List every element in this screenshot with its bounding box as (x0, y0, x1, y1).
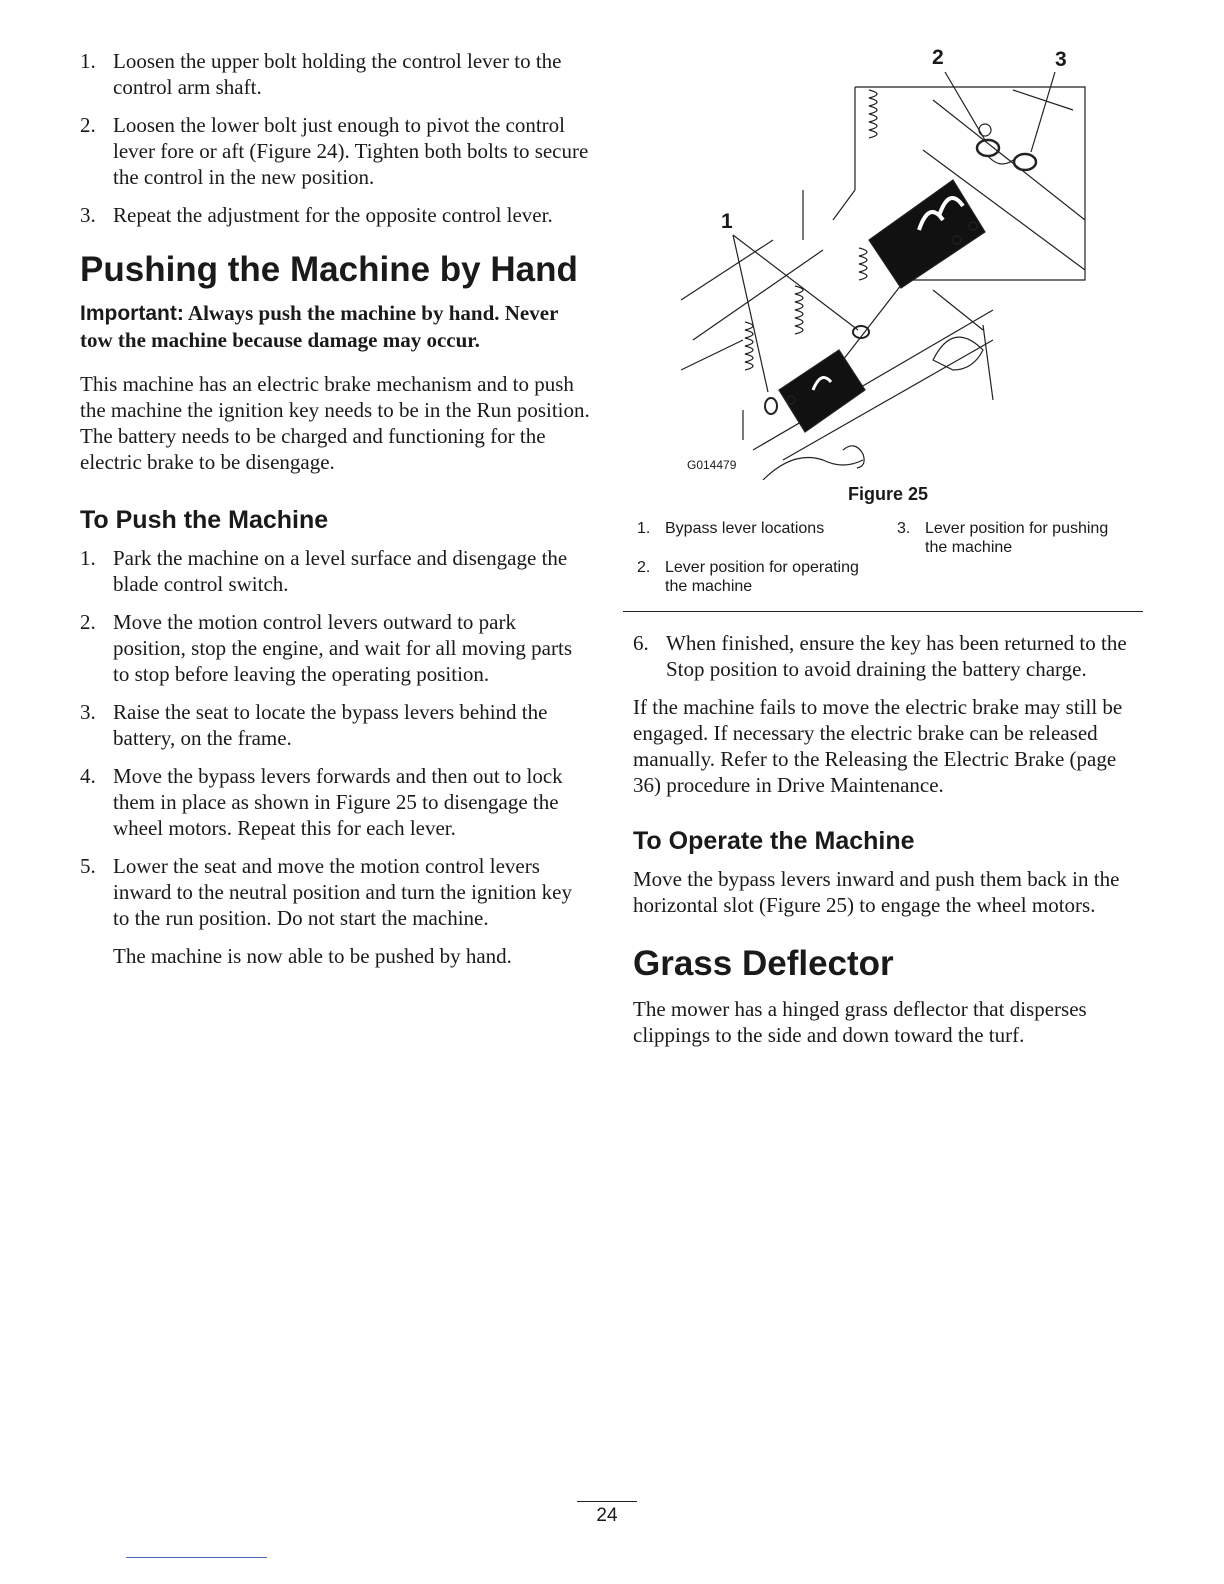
callout-leader-2 (945, 72, 985, 140)
push-note: The machine is now able to be pushed by hand. (113, 944, 512, 968)
footer-rule (577, 1501, 637, 1502)
list-item: 1. Park the machine on a level surface and disengage the blade control switch. (80, 546, 568, 596)
section-heading-pushing: Pushing the Machine by Hand (80, 250, 578, 289)
adjustment-steps (80, 48, 592, 228)
list-item: 1. Loosen the upper bolt holding the control lever to the control arm shaft. (80, 49, 562, 99)
section-heading-grass-deflector: Grass Deflector (633, 944, 894, 983)
list-item: 3. Repeat the adjustment for the opposite control lever. (80, 203, 553, 227)
callout-label-3: 3 (1055, 48, 1067, 71)
list-item: 2. Move the motion control levers outward to park position, stop the engine, and wait for all moving parts to stop before leaving the operating position. (80, 610, 573, 686)
legend-item: 3. Lever position for pushing the machine (897, 520, 1109, 556)
list-item: 4. Move the bypass levers forwards and then out to lock them in place as shown in Figure 25 to disengage the wheel motors. Repeat this for each lever. (80, 764, 563, 840)
figure-title: Figure 25 (847, 484, 929, 504)
operate-paragraph: Move the bypass levers inward and push them back in the horizontal slot (Figure 25) to engage the wheel motors. (633, 867, 1120, 917)
important-label: Important: (80, 302, 184, 325)
left-column (80, 48, 592, 969)
figure-25 (633, 40, 1143, 480)
bottom-decorative-line (126, 1557, 267, 1558)
lever-position-ring-2 (977, 140, 999, 156)
callout-label-1: 1 (721, 210, 733, 233)
finish-steps (633, 630, 1143, 682)
list-item: 2. Loosen the lower bolt just enough to pivot the control lever fore or aft (Figure 24). Tighten both bolts to secure the control in the new position. (80, 113, 589, 189)
deflector-paragraph: The mower has a hinged grass deflector that disperses clippings to the side and down toward the turf. (633, 997, 1087, 1047)
callout-label-2: 2 (932, 46, 944, 69)
legend-item: 1. Bypass lever locations (637, 520, 825, 537)
intro-paragraph: This machine has an electric brake mechanism and to push the machine the ignition key needs to be in the Run position. The battery needs to be charged and functioning for the electric brake to be disengage. (80, 372, 590, 474)
bypass-lever-illustration (633, 40, 1143, 480)
list-item: 5. Lower the seat and move the motion control levers inward to the neutral position and turn the ignition key to the run position. Do not start the machine. (80, 854, 572, 930)
important-note (80, 300, 592, 353)
right-column (633, 40, 1143, 1048)
inset-lever-plate (869, 180, 985, 288)
callout-leader-1a (733, 235, 858, 330)
legend-item: 2. Lever position for operating the machine (637, 559, 859, 595)
list-item: 6. When finished, ensure the key has been returned to the Stop position to avoid draining the battery charge. (633, 631, 1127, 681)
subheading-to-push: To Push the Machine (80, 506, 329, 534)
figure-divider (623, 611, 1143, 612)
brake-paragraph: If the machine fails to move the electric brake may still be engaged. If necessary the electric brake can be released manually. Refer to the Releasing the Electric Brake (page 36) procedure in Drive Maintenance. (633, 695, 1123, 797)
drawing-id: G014479 (687, 458, 737, 472)
callout-leader-3 (1031, 72, 1055, 152)
page-number: 24 (596, 1505, 618, 1526)
figure-legend (633, 519, 1143, 611)
main-lever-plate (779, 350, 865, 432)
important-text: Always push the machine by hand. Never tow the machine because damage may occur. (80, 301, 559, 352)
subheading-to-operate: To Operate the Machine (633, 827, 915, 855)
inset-spring (859, 90, 877, 280)
list-item: 3. Raise the seat to locate the bypass levers behind the battery, on the frame. (80, 700, 548, 750)
push-steps (80, 545, 592, 931)
